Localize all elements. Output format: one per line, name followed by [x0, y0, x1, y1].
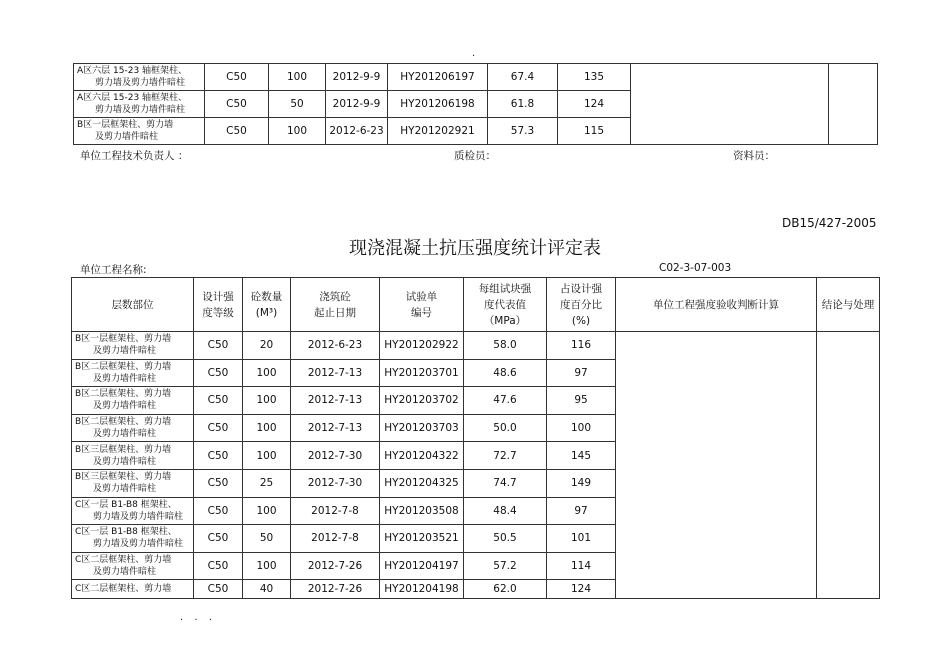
qty-cell: 100 [243, 442, 291, 470]
qty-cell: 20 [243, 332, 291, 360]
header-grade-line: 度等级 [202, 306, 234, 319]
location-cell [72, 359, 194, 387]
header-qty-line: 砼数量 [250, 290, 283, 303]
date-cell: 2012-7-13 [291, 414, 380, 442]
location-line: C区一层 B1-B8 框架柱、 [75, 499, 177, 510]
grade-cell: C50 [205, 118, 269, 145]
percent-cell: 124 [547, 580, 616, 599]
percent-cell: 97 [547, 359, 616, 387]
strength-cell: 47.6 [464, 387, 547, 415]
percent-cell: 95 [547, 387, 616, 415]
header-report-no-line: 试验单 [405, 290, 438, 303]
percent-cell: 145 [547, 442, 616, 470]
location-line: 及剪力墙件暗柱 [93, 567, 157, 578]
report-no-cell: HY201203508 [380, 497, 464, 525]
tech-lead-signature: 单位工程技术负责人 ： [80, 150, 189, 162]
header-percent-line: 占设计强 [560, 282, 602, 295]
strength-cell: 74.7 [464, 469, 547, 497]
grade-cell: C50 [194, 359, 243, 387]
conclusion-cell [829, 64, 878, 145]
location-line: 及剪力墙件暗柱 [93, 456, 157, 467]
header-strength [464, 278, 547, 332]
qty-cell: 50 [243, 525, 291, 553]
grade-cell: C50 [194, 552, 243, 580]
date-cell: 2012-7-30 [291, 442, 380, 470]
grade-cell: C50 [194, 469, 243, 497]
header-calc: 单位工程强度验收判断计算 [616, 278, 817, 332]
qty-cell: 100 [269, 64, 326, 91]
date-cell: 2012-7-8 [291, 497, 380, 525]
report-no-cell: HY201204322 [380, 442, 464, 470]
date-cell: 2012-7-30 [291, 469, 380, 497]
percent-cell: 100 [547, 414, 616, 442]
header-strength-line: 度代表值 [484, 298, 526, 311]
header-strength-line: （MPa） [483, 314, 527, 327]
grade-cell: C50 [194, 387, 243, 415]
location-cell [72, 469, 194, 497]
report-no-cell: HY201203701 [380, 359, 464, 387]
header-grade-line: 设计强 [202, 290, 234, 303]
location-line: 剪力墙及剪力墙件暗柱 [95, 105, 186, 115]
header-date-line: 起止日期 [314, 306, 356, 319]
strength-evaluation-table [71, 277, 880, 599]
header-date-line: 浇筑砼 [319, 290, 351, 303]
location-line: 及剪力墙件暗柱 [95, 132, 159, 142]
location-line: C区一层 B1-B8 框架柱、 [75, 527, 177, 538]
strength-cell: 48.6 [464, 359, 547, 387]
percent-cell: 115 [558, 118, 631, 145]
report-no-cell: HY201206197 [388, 64, 488, 91]
location-line: 剪力墙及剪力墙件暗柱 [93, 511, 184, 522]
calc-cell [616, 332, 817, 599]
location-cell [74, 64, 205, 91]
percent-cell: 135 [558, 64, 631, 91]
location-cell [72, 414, 194, 442]
date-cell: 2012-7-26 [291, 580, 380, 599]
location-line: A区六层 15-23 轴框架柱、 [77, 66, 188, 76]
page-title: 现浇混凝土抗压强度统计评定表 [349, 238, 601, 259]
strength-cell: 67.4 [488, 64, 558, 91]
strength-cell: 57.3 [488, 118, 558, 145]
report-no-cell: HY201203521 [380, 525, 464, 553]
location-line: 剪力墙及剪力墙件暗柱 [95, 78, 186, 88]
table-row [74, 64, 878, 91]
location-line: B区二层框架柱、剪力墙 [75, 361, 172, 372]
location-cell [72, 332, 194, 360]
qty-cell: 100 [243, 387, 291, 415]
conclusion-cell [817, 332, 880, 599]
standard-code: DB15/427-2005 [782, 216, 877, 230]
date-cell: 2012-7-13 [291, 387, 380, 415]
date-cell: 2012-6-23 [326, 118, 388, 145]
date-cell: 2012-7-26 [291, 552, 380, 580]
grade-cell: C50 [194, 580, 243, 599]
top-mark: . [472, 48, 476, 59]
date-cell: 2012-6-23 [291, 332, 380, 360]
header-percent-line: (%) [571, 314, 591, 327]
report-no-cell: HY201203703 [380, 414, 464, 442]
location-line: C区二层框架柱、剪力墙 [75, 555, 172, 566]
location-line: 及剪力墙件暗柱 [93, 484, 157, 495]
header-percent-line: 度百分比 [560, 298, 602, 311]
grade-cell: C50 [194, 442, 243, 470]
data-clerk-signature: 资料员： [733, 150, 775, 162]
location-cell [72, 387, 194, 415]
strength-cell: 58.0 [464, 332, 547, 360]
strength-cell: 57.2 [464, 552, 547, 580]
location-cell [72, 497, 194, 525]
location-cell [74, 118, 205, 145]
location-line: 及剪力墙件暗柱 [93, 373, 157, 384]
header-row [72, 278, 880, 332]
qty-cell: 100 [243, 414, 291, 442]
location-cell [72, 580, 194, 599]
header-grade [194, 278, 243, 332]
strength-cell: 50.5 [464, 525, 547, 553]
header-qty-line: (M³) [255, 306, 278, 319]
qty-cell: 100 [243, 552, 291, 580]
date-cell: 2012-7-13 [291, 359, 380, 387]
grade-cell: C50 [194, 497, 243, 525]
header-date [291, 278, 380, 332]
strength-cell: 50.0 [464, 414, 547, 442]
report-no-cell: HY201204325 [380, 469, 464, 497]
inspector-signature: 质检员： [454, 150, 496, 162]
header-percent [547, 278, 616, 332]
location-line: B区一层框架柱、剪力墙 [77, 120, 174, 130]
report-no-cell: HY201204198 [380, 580, 464, 599]
table-row [72, 332, 880, 360]
strength-cell: 48.4 [464, 497, 547, 525]
location-line: B区三层框架柱、剪力墙 [75, 444, 172, 455]
location-line: B区二层框架柱、剪力墙 [75, 389, 172, 400]
prev-section-table [73, 63, 878, 145]
percent-cell: 97 [547, 497, 616, 525]
bottom-mark: . . . [180, 612, 216, 623]
qty-cell: 40 [243, 580, 291, 599]
location-line: 剪力墙及剪力墙件暗柱 [93, 539, 184, 550]
grade-cell: C50 [205, 64, 269, 91]
percent-cell: 116 [547, 332, 616, 360]
qty-cell: 100 [243, 497, 291, 525]
location-line: C区二层框架柱、剪力墙 [75, 584, 172, 595]
percent-cell: 149 [547, 469, 616, 497]
grade-cell: C50 [194, 414, 243, 442]
location-line: B区二层框架柱、剪力墙 [75, 417, 172, 428]
location-cell [72, 442, 194, 470]
header-qty [243, 278, 291, 332]
header-strength-line: 每组试块强 [478, 282, 532, 295]
strength-cell: 61.8 [488, 91, 558, 118]
location-line: 及剪力墙件暗柱 [93, 346, 157, 357]
strength-cell: 72.7 [464, 442, 547, 470]
qty-cell: 100 [269, 118, 326, 145]
qty-cell: 100 [243, 359, 291, 387]
location-line: B区一层框架柱、剪力墙 [75, 334, 172, 345]
grade-cell: C50 [194, 332, 243, 360]
strength-cell: 62.0 [464, 580, 547, 599]
location-cell [72, 525, 194, 553]
date-cell: 2012-7-8 [291, 525, 380, 553]
percent-cell: 101 [547, 525, 616, 553]
project-name-label: 单位工程名称: [80, 264, 147, 276]
location-cell [72, 552, 194, 580]
location-cell [74, 91, 205, 118]
form-code: C02-3-07-003 [659, 262, 732, 274]
report-no-cell: HY201203702 [380, 387, 464, 415]
location-line: 及剪力墙件暗柱 [93, 401, 157, 412]
calc-cell [631, 64, 829, 145]
location-line: B区三层框架柱、剪力墙 [75, 472, 172, 483]
location-line: 及剪力墙件暗柱 [93, 429, 157, 440]
report-no-cell: HY201206198 [388, 91, 488, 118]
qty-cell: 50 [269, 91, 326, 118]
report-no-cell: HY201202921 [388, 118, 488, 145]
qty-cell: 25 [243, 469, 291, 497]
percent-cell: 114 [547, 552, 616, 580]
percent-cell: 124 [558, 91, 631, 118]
date-cell: 2012-9-9 [326, 91, 388, 118]
date-cell: 2012-9-9 [326, 64, 388, 91]
header-location: 层数部位 [72, 278, 194, 332]
header-conclusion: 结论与处理 [817, 278, 880, 332]
grade-cell: C50 [205, 91, 269, 118]
header-report-no [380, 278, 464, 332]
report-no-cell: HY201204197 [380, 552, 464, 580]
header-report-no-line: 编号 [411, 306, 432, 319]
location-line: A区六层 15-23 轴框架柱、 [77, 93, 188, 103]
report-no-cell: HY201202922 [380, 332, 464, 360]
grade-cell: C50 [194, 525, 243, 553]
